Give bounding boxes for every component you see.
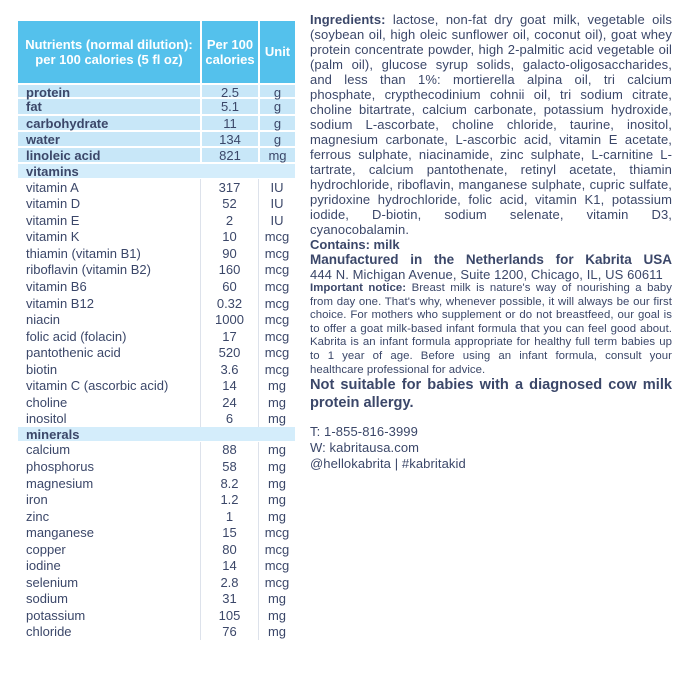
table-row <box>18 229 295 246</box>
nutrient-val-cell: 317 <box>200 179 258 196</box>
nutrient-unit-cell: mg <box>258 148 295 163</box>
manufacturer-address: 444 N. Michigan Avenue, Suite 1200, Chicago, IL, US 60611 <box>310 267 663 282</box>
info-panel <box>310 12 672 472</box>
nutrient-name-cell: linoleic acid <box>26 148 101 164</box>
table-body <box>18 83 295 640</box>
table-row <box>18 607 295 624</box>
nutrient-name-cell: vitamin E <box>26 212 80 228</box>
nutrient-unit-cell: mg <box>258 458 295 475</box>
nutrient-name-cell: choline <box>26 394 68 410</box>
table-row <box>18 508 295 525</box>
table-row <box>18 311 295 328</box>
nutrient-val-cell: 1.2 <box>200 491 258 508</box>
section-title: minerals <box>26 427 80 443</box>
nutrient-val-cell: 10 <box>200 229 258 246</box>
nutrient-val-cell: 60 <box>200 278 258 295</box>
nutrient-unit-cell: g <box>258 85 295 100</box>
nutrient-name-cell: manganese <box>26 525 94 541</box>
important-notice-paragraph <box>310 282 672 377</box>
nutrient-unit-cell: g <box>258 116 295 131</box>
nutrient-name-cell: folic acid (folacin) <box>26 328 127 344</box>
nutrient-unit-cell: IU <box>258 179 295 196</box>
nutrient-name-cell: vitamin A <box>26 179 79 195</box>
nutrient-unit-cell: mg <box>258 491 295 508</box>
table-row <box>18 116 295 132</box>
allergy-warning: Not suitable for babies with a diagnosed cow milk protein allergy. <box>310 377 672 411</box>
nutrient-val-cell: 2 <box>200 212 258 229</box>
contact-website: W: kabritausa.com <box>310 440 420 456</box>
ingredients-text: lactose, non-fat dry goat milk, vegetable oils (soybean oil, high oleic sunflower oil, coconut oil), goat whey protein concentrate powder, high 2-palmitic acid vegetable oil (palm oil), glucose syrup solids, galacto-oligosaccharides, and less than 1%: mortierella alpina oil, tri calcium phosphate, crypthecodinium cohnii oil, tri sodium citrate, choline bitartrate, calcium carbonate, potassium hydroxide, sodium L-ascorbate, choline chloride, taurine, inositol, magnesium carbonate, L-ascorbic acid, vitamin E acetate, ferrous sulphate, niacinamide, zinc sulphate, L-carnitine L-tartrate, calcium pantothenate, retinyl acetate, thiamin hydrochloride, riboflavin, manganese sulphate, cupric sulfate, pyridoxine hydrochloride, folic acid, vitamin K1, potassium iodide, D-biotin, sodium selenate, vitamin D3, cyanocobalamin. <box>310 12 672 237</box>
nutrient-name-cell: vitamin B12 <box>26 295 94 311</box>
contains-statement: Contains: milk <box>310 237 400 252</box>
nutrient-val-cell: 58 <box>200 458 258 475</box>
nutrient-val-cell: 0.32 <box>200 295 258 312</box>
nutrient-name-cell: thiamin (vitamin B1) <box>26 245 141 261</box>
nutrient-unit-cell: mg <box>258 378 295 395</box>
nutrient-val-cell: 1 <box>200 508 258 525</box>
table-row <box>18 344 295 361</box>
nutrient-unit-cell: mg <box>258 442 295 459</box>
nutrient-val-cell: 80 <box>200 541 258 558</box>
contact-phone: T: 1-855-816-3999 <box>310 424 418 440</box>
nutrient-name-cell: sodium <box>26 591 68 607</box>
table-row <box>18 394 295 411</box>
table-row <box>18 148 295 164</box>
nutrient-name-cell: riboflavin (vitamin B2) <box>26 262 151 278</box>
ingredients-label: Ingredients: <box>310 12 386 27</box>
nutrient-unit-cell: mcg <box>258 295 295 312</box>
nutrient-unit-cell: mcg <box>258 229 295 246</box>
nutrient-unit-cell: g <box>258 132 295 147</box>
nutrient-name-cell: biotin <box>26 361 58 377</box>
nutrient-val-cell: 15 <box>200 524 258 541</box>
nutrient-unit-cell: mcg <box>258 311 295 328</box>
table-row <box>18 99 295 115</box>
nutrient-name-cell: fat <box>26 99 42 115</box>
table-row <box>18 262 295 279</box>
nutrient-unit-cell: mcg <box>258 574 295 591</box>
nutrient-name-cell: water <box>26 131 60 147</box>
nutrient-val-cell: 31 <box>200 591 258 608</box>
nutrient-unit-cell: mg <box>258 591 295 608</box>
column-header-nutrients: Nutrients (normal dilution): per 100 calories (5 fl oz) <box>25 36 193 67</box>
nutrient-val-cell: 5.1 <box>200 99 258 114</box>
nutrient-val-cell: 88 <box>200 442 258 459</box>
nutrient-name-cell: carbohydrate <box>26 115 109 131</box>
nutrient-unit-cell: mg <box>258 411 295 428</box>
table-row <box>18 361 295 378</box>
table-row <box>18 378 295 395</box>
section-title: vitamins <box>26 164 79 180</box>
important-notice-text: Breast milk is nature's way of nourishing a baby from day one. That's why, whenever possible, it will always be our first choice. For mothers who supplement or do not breastfeed, our goal is to offer a goat milk-based infant formula that you can feel good about. Kabrita is an infant formula appropriate for healthy full term babies up to 1 year of age. Before using an infant formula, consult your healthcare professional for advice. <box>310 282 673 376</box>
nutrient-name-cell: protein <box>26 85 71 100</box>
table-row <box>18 574 295 591</box>
column-header-unit: Unit <box>258 21 295 83</box>
ingredients-paragraph <box>310 12 672 237</box>
nutrient-val-cell: 821 <box>200 148 258 163</box>
nutrient-name-cell: iron <box>26 492 48 508</box>
nutrition-table <box>18 21 295 640</box>
contact-social: @hellokabrita | #kabritakid <box>310 456 466 472</box>
nutrient-unit-cell: mg <box>258 475 295 492</box>
nutrient-val-cell: 520 <box>200 344 258 361</box>
nutrient-unit-cell: mcg <box>258 328 295 345</box>
nutrient-name-cell: zinc <box>26 508 50 524</box>
nutrient-val-cell: 134 <box>200 132 258 147</box>
table-row <box>18 278 295 295</box>
table-header-row <box>18 21 295 83</box>
nutrient-name-cell: selenium <box>26 574 79 590</box>
nutrient-unit-cell: IU <box>258 196 295 213</box>
nutrient-name-cell: vitamin D <box>26 196 81 212</box>
nutrient-val-cell: 105 <box>200 607 258 624</box>
nutrient-val-cell: 24 <box>200 394 258 411</box>
table-row <box>18 132 295 148</box>
table-row <box>18 179 295 196</box>
important-notice-label: Important notice: <box>310 282 407 294</box>
table-row <box>18 411 295 428</box>
table-row <box>18 524 295 541</box>
table-row <box>18 558 295 575</box>
nutrient-unit-cell: mcg <box>258 541 295 558</box>
nutrient-val-cell: 1000 <box>200 311 258 328</box>
nutrient-val-cell: 17 <box>200 328 258 345</box>
table-row <box>18 245 295 262</box>
nutrient-val-cell: 52 <box>200 196 258 213</box>
nutrient-name-cell: vitamin C (ascorbic acid) <box>26 378 169 394</box>
nutrient-name-cell: vitamin K <box>26 229 80 245</box>
nutrient-val-cell: 6 <box>200 411 258 428</box>
nutrient-unit-cell: mcg <box>258 262 295 279</box>
table-row <box>18 196 295 213</box>
nutrient-unit-cell: mcg <box>258 278 295 295</box>
nutrient-val-cell: 2.8 <box>200 574 258 591</box>
nutrient-unit-cell: IU <box>258 212 295 229</box>
manufactured-heading: Manufactured in the Netherlands for Kabrita USA <box>310 252 672 267</box>
nutrient-unit-cell: mcg <box>258 524 295 541</box>
nutrient-unit-cell: mcg <box>258 558 295 575</box>
nutrient-val-cell: 14 <box>200 558 258 575</box>
section-header-row <box>18 164 295 179</box>
section-header-row <box>18 427 295 442</box>
nutrient-unit-cell: mg <box>258 394 295 411</box>
table-row <box>18 458 295 475</box>
nutrient-val-cell: 76 <box>200 624 258 641</box>
nutrient-name-cell: calcium <box>26 442 71 458</box>
nutrient-name-cell: iodine <box>26 558 61 574</box>
table-row <box>18 442 295 459</box>
table-row <box>18 212 295 229</box>
nutrient-val-cell: 11 <box>200 116 258 131</box>
table-row <box>18 591 295 608</box>
table-row <box>18 491 295 508</box>
nutrient-unit-cell: mg <box>258 624 295 641</box>
table-row <box>18 328 295 345</box>
nutrient-name-cell: copper <box>26 541 66 557</box>
nutrient-unit-cell: mcg <box>258 245 295 262</box>
nutrient-name-cell: inositol <box>26 411 67 427</box>
nutrient-unit-cell: g <box>258 99 295 114</box>
nutrient-val-cell: 90 <box>200 245 258 262</box>
nutrient-unit-cell: mcg <box>258 344 295 361</box>
contact-block <box>310 424 672 472</box>
table-row <box>18 624 295 641</box>
nutrient-val-cell: 2.5 <box>200 85 258 100</box>
nutrient-val-cell: 3.6 <box>200 361 258 378</box>
nutrient-val-cell: 160 <box>200 262 258 279</box>
nutrient-name-cell: chloride <box>26 624 72 640</box>
table-row <box>18 83 295 99</box>
nutrient-name-cell: phosphorus <box>26 459 94 474</box>
nutrient-name-cell: potassium <box>26 607 86 623</box>
nutrient-unit-cell: mg <box>258 508 295 525</box>
table-row <box>18 475 295 492</box>
nutrient-name-cell: pantothenic acid <box>26 345 121 361</box>
nutrient-unit-cell: mcg <box>258 361 295 378</box>
nutrient-val-cell: 8.2 <box>200 475 258 492</box>
nutrient-val-cell: 14 <box>200 378 258 395</box>
table-row <box>18 295 295 312</box>
nutrient-name-cell: niacin <box>26 312 60 328</box>
nutrient-name-cell: magnesium <box>26 475 94 491</box>
nutrient-name-cell: vitamin B6 <box>26 279 87 295</box>
table-row <box>18 541 295 558</box>
column-header-per100: Per 100 calories <box>200 21 258 83</box>
nutrient-unit-cell: mg <box>258 607 295 624</box>
